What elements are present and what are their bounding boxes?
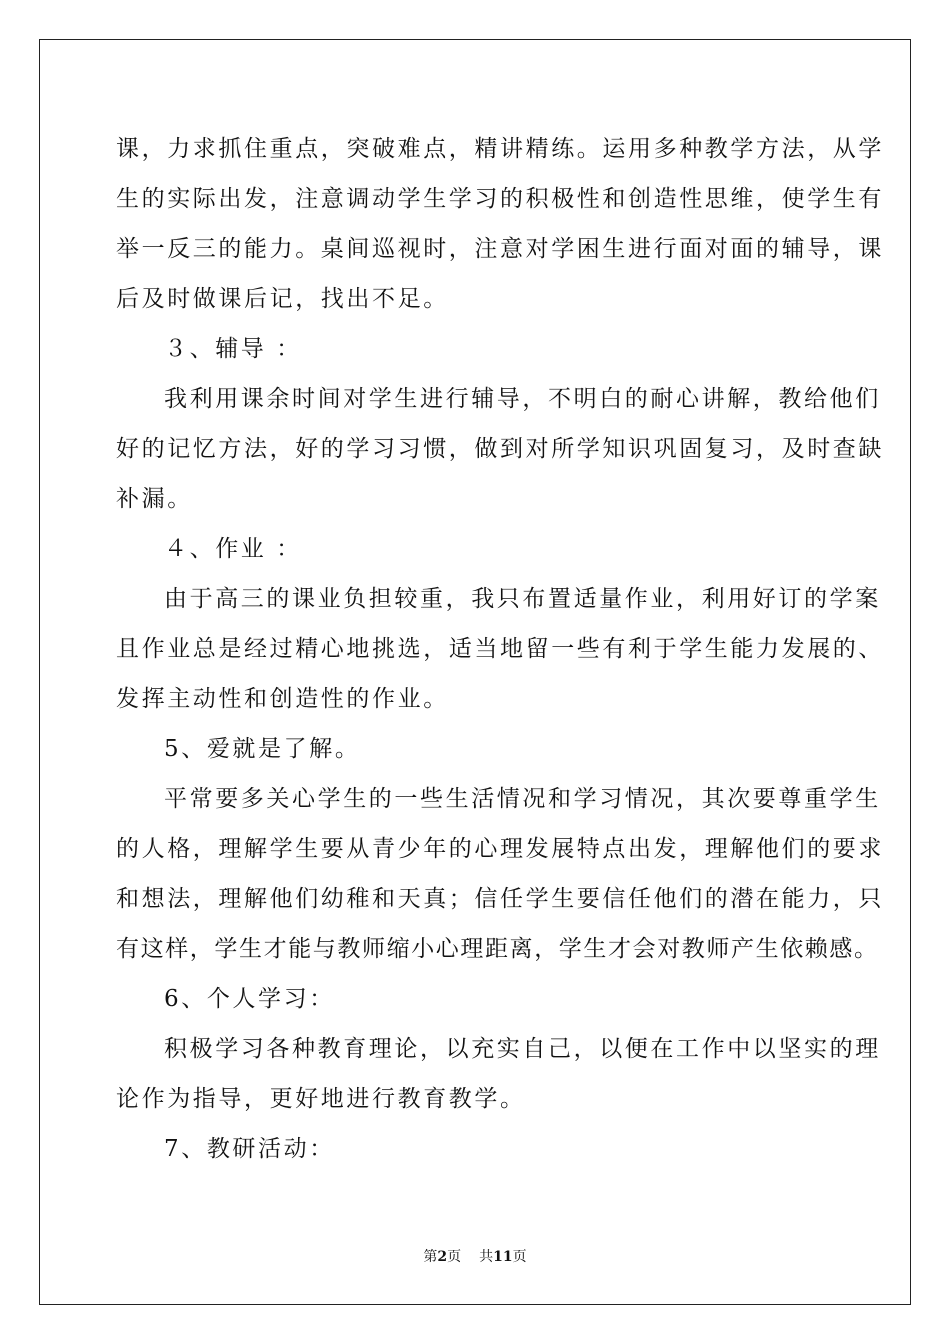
section-heading: 5、爱就是了解。 (164, 736, 361, 762)
paragraph-line: 举一反三的能力。桌间巡视时，注意对学困生进行面对面的辅导，课 (116, 236, 884, 262)
paragraph-line: 补漏。 (116, 486, 193, 512)
total-prefix: 共 (479, 1249, 494, 1265)
page-suffix: 页 (447, 1249, 462, 1265)
paragraph-line: 课，力求抓住重点，突破难点，精讲精练。运用多种教学方法，从学 (116, 136, 884, 162)
paragraph-line: 和想法，理解他们幼稚和天真；信任学生要信任他们的潜在能力，只 (116, 886, 884, 912)
paragraph-line: 的人格，理解学生要从青少年的心理发展特点出发，理解他们的要求 (116, 836, 884, 862)
page-prefix: 第 (423, 1249, 438, 1265)
total-suffix: 页 (512, 1249, 527, 1265)
page-number: 2 (437, 1249, 448, 1265)
paragraph-line: 积极学习各种教育理论，以充实自己，以便在工作中以坚实的理 (164, 1036, 881, 1062)
section-heading: ３、辅导 ： (164, 336, 302, 362)
section-heading: 6、个人学习： (164, 986, 335, 1012)
section-heading: ４、作业 ： (164, 536, 302, 562)
paragraph-line: 论作为指导，更好地进行教育教学。 (116, 1086, 526, 1112)
paragraph-line: 好的记忆方法，好的学习习惯，做到对所学知识巩固复习，及时查缺 (116, 436, 884, 462)
paragraph-line: 有这样，学生才能与教师缩小心理距离，学生才会对教师产生依赖感。 (116, 936, 879, 962)
total-pages: 11 (493, 1249, 513, 1265)
paragraph-line: 后及时做课后记，找出不足。 (116, 286, 449, 312)
paragraph-line: 由于高三的课业负担较重，我只布置适量作业，利用好订的学案 (164, 586, 881, 612)
page-footer (0, 1247, 950, 1267)
paragraph-line: 生的实际出发，注意调动学生学习的积极性和创造性思维，使学生有 (116, 186, 884, 212)
paragraph-line: 且作业总是经过精心地挑选，适当地留一些有利于学生能力发展的、 (116, 636, 884, 662)
paragraph-line: 平常要多关心学生的一些生活情况和学习情况，其次要尊重学生 (164, 786, 881, 812)
section-heading: 7、教研活动： (164, 1136, 335, 1162)
paragraph-line: 发挥主动性和创造性的作业。 (116, 686, 449, 712)
page-border (39, 39, 911, 1305)
paragraph-line: 我利用课余时间对学生进行辅导，不明白的耐心讲解，教给他们 (164, 386, 881, 412)
